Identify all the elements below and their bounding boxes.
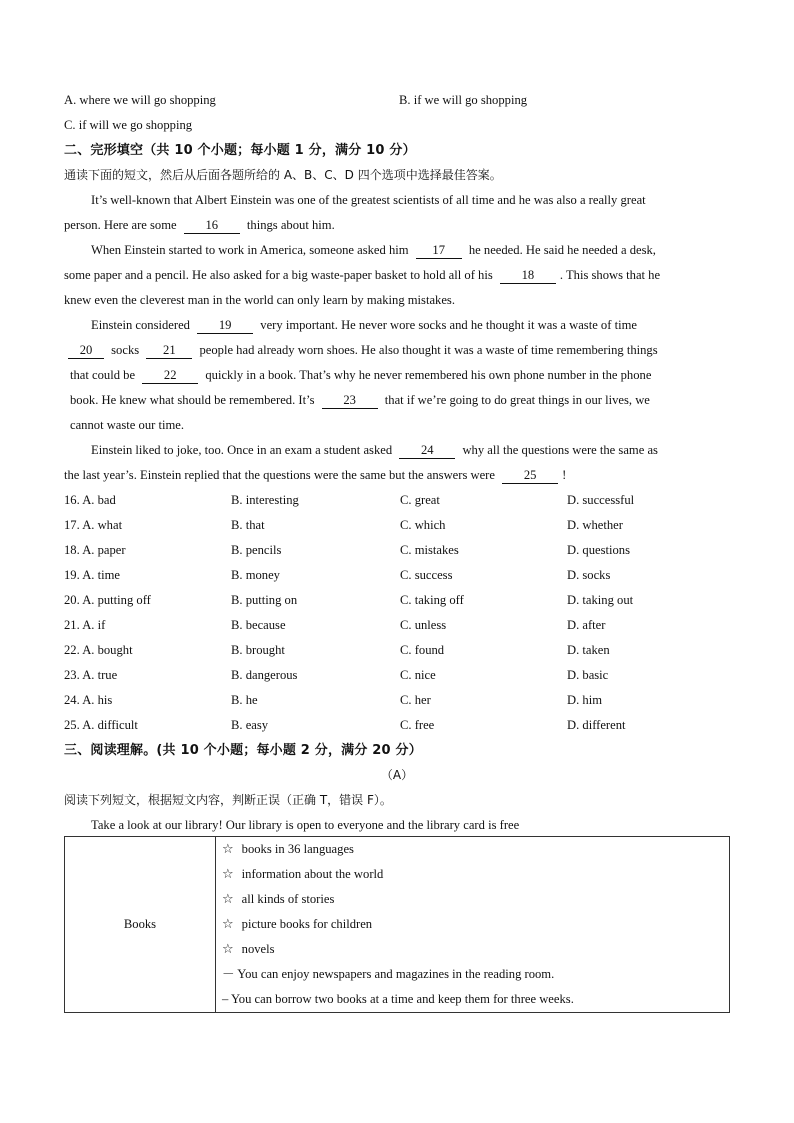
passage-line bbox=[64, 438, 730, 463]
passage-text: he needed. He said he needed a desk, bbox=[468, 243, 656, 257]
star-icon: ☆ bbox=[222, 942, 234, 957]
star-icon: ☆ bbox=[222, 842, 234, 857]
blank-22: 22 bbox=[142, 368, 198, 384]
passage-text: things about him. bbox=[246, 218, 335, 232]
blank-19: 19 bbox=[197, 318, 253, 334]
books-details bbox=[216, 837, 730, 1013]
passage-line bbox=[64, 338, 730, 363]
passage-line bbox=[64, 213, 730, 238]
exam-page bbox=[64, 88, 730, 838]
passage-text: some paper and a pencil. He also asked for a big waste-paper basket to hold all of his bbox=[64, 268, 493, 282]
choice-c: C. taking off bbox=[400, 593, 464, 607]
passage-line: cannot waste our time. bbox=[70, 418, 185, 432]
section2-heading: 二、完形填空（共 10 个小题；每小题 1 分，满分 10 分） bbox=[64, 143, 416, 158]
section2-instruction: 通读下面的短文，然后从后面各题所给的 A、B、C、D 四个选项中选择最佳答案。 bbox=[64, 168, 502, 182]
passage-text: that if we’re going to do great things in our lives, we bbox=[384, 393, 650, 407]
choice-b: B. putting on bbox=[231, 593, 298, 607]
passage-line: knew even the cleverest man in the world can only learn by making mistakes. bbox=[64, 293, 455, 307]
table-row bbox=[65, 837, 730, 1013]
choice-a: 22. A. bought bbox=[64, 643, 133, 657]
prev-options-row bbox=[64, 88, 730, 113]
choice-d: D. socks bbox=[567, 568, 611, 582]
choice-b: B. brought bbox=[231, 643, 285, 657]
passage-text: . This shows that he bbox=[559, 268, 661, 282]
books-label: Books bbox=[65, 837, 216, 1013]
choice-a: 25. A. difficult bbox=[64, 718, 138, 732]
question-row bbox=[64, 588, 730, 613]
blank-18: 18 bbox=[500, 268, 556, 284]
question-row bbox=[64, 688, 730, 713]
choice-b: B. he bbox=[231, 693, 258, 707]
choice-d: D. whether bbox=[567, 518, 623, 532]
section3-heading: 三、阅读理解。(共 10 个小题；每小题 2 分，满分 20 分） bbox=[64, 743, 422, 758]
passage-text: ! bbox=[562, 468, 567, 482]
choice-c: C. nice bbox=[400, 668, 436, 682]
choice-b: B. pencils bbox=[231, 543, 282, 557]
choice-d: D. different bbox=[567, 718, 626, 732]
passage-text: person. Here are some bbox=[64, 218, 177, 232]
item-text: books in 36 languages bbox=[241, 842, 354, 856]
blank-20: 20 bbox=[68, 343, 104, 359]
list-item bbox=[222, 937, 729, 962]
question-row bbox=[64, 513, 730, 538]
blank-21: 21 bbox=[146, 343, 192, 359]
note-reading-room: － You can enjoy newspapers and magazines in the reading room. bbox=[222, 967, 555, 981]
passage-line bbox=[64, 463, 730, 488]
passage-text: Einstein liked to joke, too. Once in an exam a student asked bbox=[91, 443, 393, 457]
choice-b: B. dangerous bbox=[231, 668, 298, 682]
library-intro: Take a look at our library! Our library is open to everyone and the library card is free bbox=[91, 818, 520, 832]
question-row bbox=[64, 538, 730, 563]
passage-line bbox=[64, 363, 730, 388]
passage-line bbox=[64, 388, 730, 413]
passage-text: book. He knew what should be remembered. It’s bbox=[70, 393, 315, 407]
question-row bbox=[64, 613, 730, 638]
passage-text: the last year’s. Einstein replied that the questions were the same but the answers were bbox=[64, 468, 495, 482]
choice-c: C. which bbox=[400, 518, 446, 532]
choice-d: D. questions bbox=[567, 543, 630, 557]
passage-line bbox=[64, 263, 730, 288]
passage-text: why all the questions were the same as bbox=[462, 443, 658, 457]
part-label: （A） bbox=[380, 768, 414, 782]
note-borrowing: – You can borrow two books at a time and keep them for three weeks. bbox=[222, 992, 574, 1006]
passage-text: people had already worn shoes. He also thought it was a waste of time remembering things bbox=[199, 343, 658, 357]
item-text: information about the world bbox=[241, 867, 384, 881]
choice-a: 16. A. bad bbox=[64, 493, 116, 507]
choice-d: D. basic bbox=[567, 668, 609, 682]
question-list bbox=[64, 488, 730, 738]
choice-c: C. free bbox=[400, 718, 435, 732]
choice-d: D. him bbox=[567, 693, 602, 707]
star-icon: ☆ bbox=[222, 867, 234, 882]
question-row bbox=[64, 663, 730, 688]
passage-line bbox=[64, 313, 730, 338]
choice-d: D. taken bbox=[567, 643, 610, 657]
choice-d: D. after bbox=[567, 618, 606, 632]
passage-text: When Einstein started to work in America, someone asked him bbox=[91, 243, 409, 257]
choice-b: B. because bbox=[231, 618, 286, 632]
question-row bbox=[64, 713, 730, 738]
passage-line: It’s well-known that Albert Einstein was one of the greatest scientists of all time and he was also a really great bbox=[91, 193, 646, 207]
choice-a: 20. A. putting off bbox=[64, 593, 151, 607]
passage-text: very important. He never wore socks and he thought it was a waste of time bbox=[260, 318, 637, 332]
choice-c: C. mistakes bbox=[400, 543, 459, 557]
option-c: C. if will we go shopping bbox=[64, 118, 193, 132]
item-text: novels bbox=[241, 942, 275, 956]
choice-a: 23. A. true bbox=[64, 668, 118, 682]
section3-instruction: 阅读下列短文，根据短文内容，判断正误（正确 T，错误 F）。 bbox=[64, 793, 392, 807]
blank-24: 24 bbox=[399, 443, 455, 459]
list-item bbox=[222, 837, 729, 862]
question-row bbox=[64, 563, 730, 588]
question-row bbox=[64, 638, 730, 663]
choice-b: B. easy bbox=[231, 718, 269, 732]
passage-text: that could be bbox=[70, 368, 136, 382]
choice-c: C. her bbox=[400, 693, 431, 707]
star-icon: ☆ bbox=[222, 892, 234, 907]
item-text: all kinds of stories bbox=[241, 892, 335, 906]
blank-25: 25 bbox=[502, 468, 558, 484]
choice-b: B. interesting bbox=[231, 493, 299, 507]
item-text: picture books for children bbox=[241, 917, 373, 931]
choice-d: D. successful bbox=[567, 493, 635, 507]
choice-c: C. success bbox=[400, 568, 453, 582]
star-icon: ☆ bbox=[222, 917, 234, 932]
library-table bbox=[64, 836, 730, 1013]
choice-a: 17. A. what bbox=[64, 518, 123, 532]
choice-b: B. money bbox=[231, 568, 280, 582]
choice-b: B. that bbox=[231, 518, 265, 532]
choice-c: C. great bbox=[400, 493, 440, 507]
passage-text: Einstein considered bbox=[91, 318, 190, 332]
choice-d: D. taking out bbox=[567, 593, 634, 607]
choice-a: 21. A. if bbox=[64, 618, 106, 632]
option-a: A. where we will go shopping bbox=[64, 93, 216, 107]
passage-line bbox=[64, 238, 730, 263]
choice-a: 18. A. paper bbox=[64, 543, 126, 557]
choice-c: C. unless bbox=[400, 618, 447, 632]
list-item bbox=[222, 912, 729, 937]
passage-text: socks bbox=[111, 343, 140, 357]
question-row bbox=[64, 488, 730, 513]
choice-c: C. found bbox=[400, 643, 445, 657]
option-b: B. if we will go shopping bbox=[399, 93, 528, 107]
blank-23: 23 bbox=[322, 393, 378, 409]
blank-16: 16 bbox=[184, 218, 240, 234]
blank-17: 17 bbox=[416, 243, 462, 259]
passage-text: quickly in a book. That’s why he never remembered his own phone number in the phone bbox=[205, 368, 652, 382]
choice-a: 19. A. time bbox=[64, 568, 120, 582]
list-item bbox=[222, 862, 729, 887]
choice-a: 24. A. his bbox=[64, 693, 113, 707]
list-item bbox=[222, 887, 729, 912]
